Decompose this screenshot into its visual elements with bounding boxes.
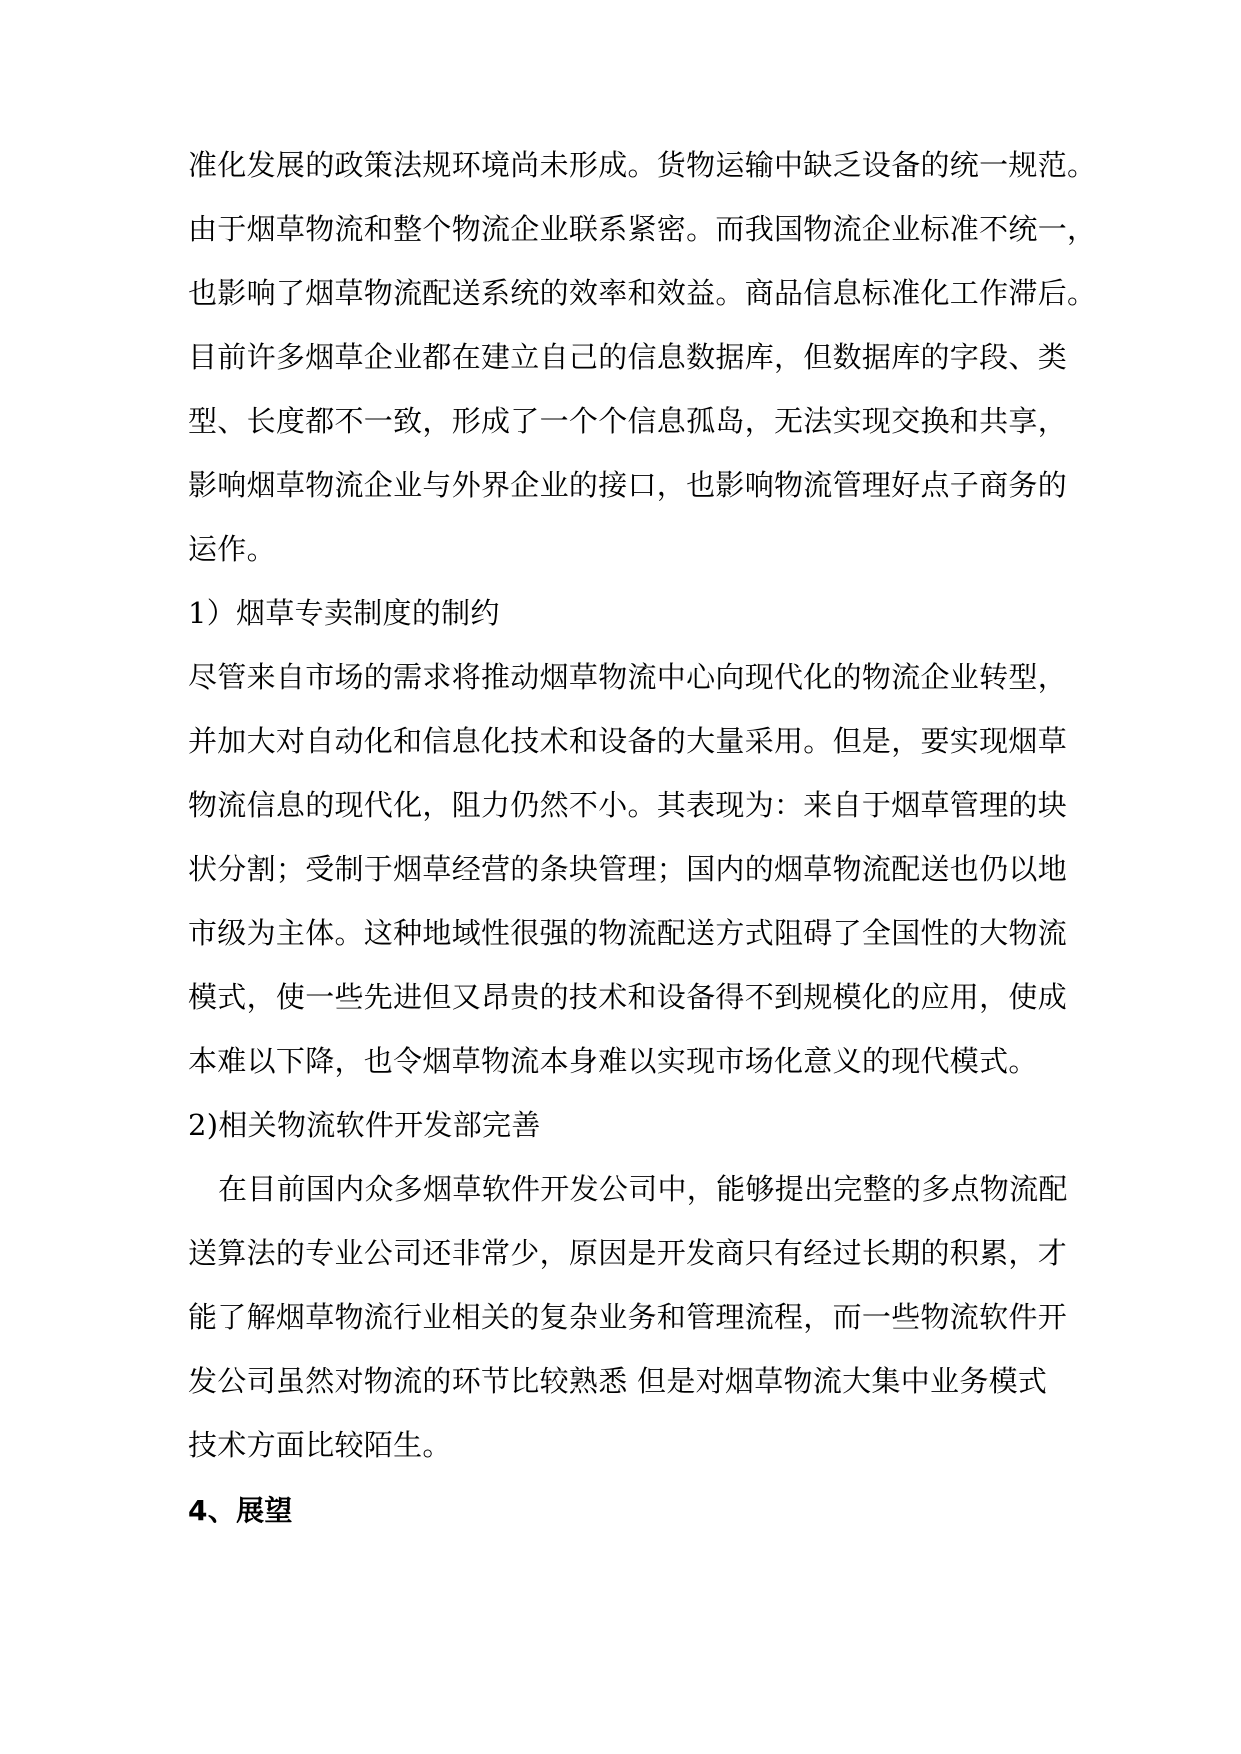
- paragraph-line: 目前许多烟草企业都在建立自己的信息数据库，但数据库的字段、类: [188, 340, 1068, 374]
- paragraph-line: 物流信息的现代化，阻力仍然不小。其表现为：来自于烟草管理的块: [188, 788, 1068, 822]
- paragraph-line: 尽管来自市场的需求将推动烟草物流中心向现代化的物流企业转型，: [188, 660, 1068, 694]
- paragraph-line: 本难以下降，也令烟草物流本身难以实现市场化意义的现代模式。: [188, 1044, 1038, 1078]
- paragraph-line: 也影响了烟草物流配送系统的效率和效益。商品信息标准化工作滞后。: [188, 276, 1097, 310]
- paragraph-line: 影响烟草物流企业与外界企业的接口，也影响物流管理好点子商务的: [188, 468, 1068, 502]
- paragraph-line: 能了解烟草物流行业相关的复杂业务和管理流程，而一些物流软件开: [188, 1300, 1068, 1334]
- paragraph-line: 发公司虽然对物流的环节比较熟悉 但是对烟草物流大集中业务模式: [188, 1364, 1048, 1398]
- section-heading: 2)相关物流软件开发部完善: [188, 1108, 541, 1142]
- paragraph-line: 并加大对自动化和信息化技术和设备的大量采用。但是，要实现烟草: [188, 724, 1068, 758]
- paragraph-line: 准化发展的政策法规环境尚未形成。货物运输中缺乏设备的统一规范。: [188, 148, 1097, 182]
- paragraph-line: 在目前国内众多烟草软件开发公司中，能够提出完整的多点物流配: [218, 1172, 1068, 1206]
- chapter-heading: 4、展望: [188, 1494, 293, 1527]
- paragraph-line: 模式，使一些先进但又昂贵的技术和设备得不到规模化的应用，使成: [188, 980, 1068, 1014]
- paragraph-line: 由于烟草物流和整个物流企业联系紧密。而我国物流企业标准不统一，: [188, 212, 1097, 246]
- paragraph-line: 技术方面比较陌生。: [188, 1428, 452, 1462]
- paragraph-line: 状分割；受制于烟草经营的条块管理；国内的烟草物流配送也仍以地: [188, 852, 1068, 886]
- paragraph-line: 送算法的专业公司还非常少，原因是开发商只有经过长期的积累，才: [188, 1236, 1068, 1270]
- paragraph-line: 型、长度都不一致，形成了一个个信息孤岛，无法实现交换和共享，: [188, 404, 1068, 438]
- paragraph-line: 运作。: [188, 532, 276, 566]
- paragraph-line: 市级为主体。这种地域性很强的物流配送方式阻碍了全国性的大物流: [188, 916, 1068, 950]
- section-heading: 1）烟草专卖制度的制约: [188, 596, 500, 630]
